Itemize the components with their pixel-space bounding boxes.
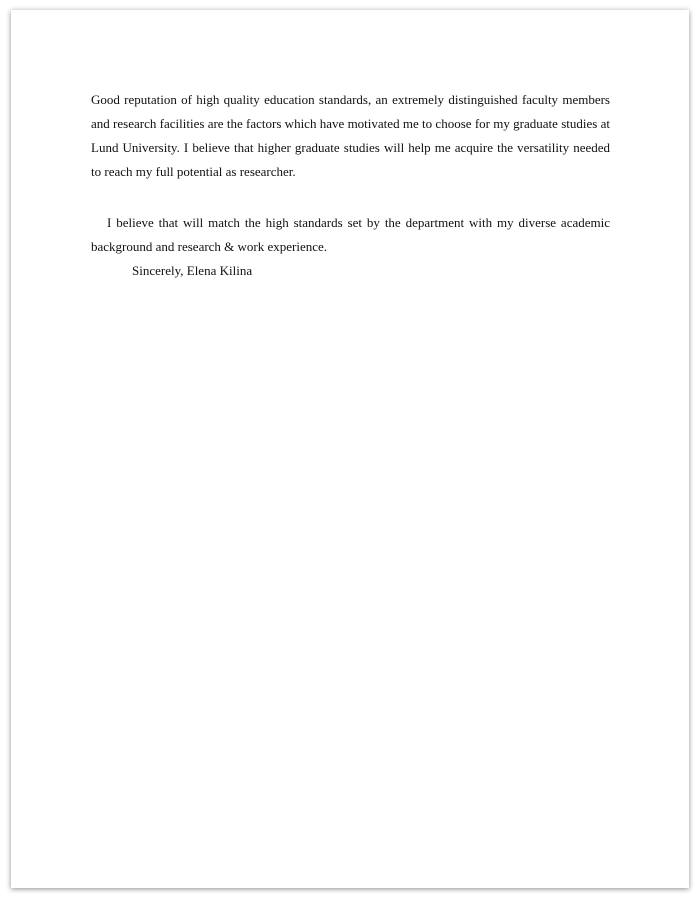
document-page [11, 10, 689, 888]
closing-signature: Sincerely, Elena Kilina [132, 263, 253, 278]
letter-body [91, 88, 610, 280]
paragraph-motivation: Good reputation of high quality education standards, an extremely distinguished faculty members and research facilities are the factors which have motivated me to choose for my graduate studies at Lund University. I believe that higher graduate studies will help me acquire the versatility needed to reach my full potential as researcher. [91, 92, 610, 179]
paragraph-qualifications: I believe that will match the high standards set by the department with my diverse academic background and research & work experience. [91, 215, 610, 254]
